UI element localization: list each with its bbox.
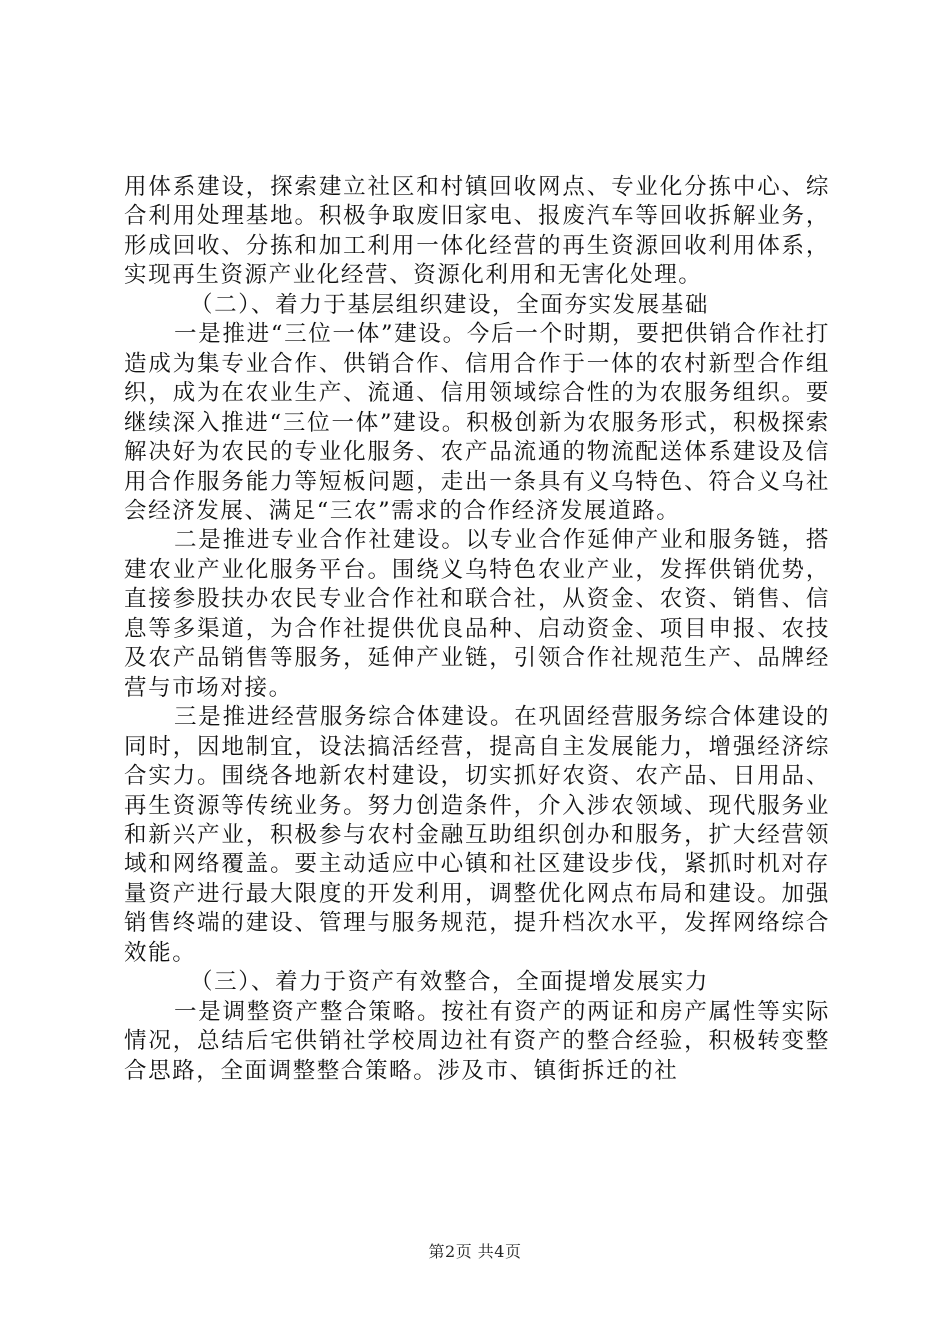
- paragraph-asset-strategy: 一是调整资产整合策略。按社有资产的两证和房产属性等实际情况，总结后宅供销社学校周边社有资产的整合经验，积极转变整合思路，全面调整整合策略。涉及市、镇街拆迁的社: [124, 998, 830, 1084]
- paragraph-service-complex: 三是推进经营服务综合体建设。在巩固经营服务综合体建设的同时，因地制宜，设法搞活经营，提高自主发展能力，增强经济综合实力。围绕各地新农村建设，切实抓好农资、农产品、日用品、再生资源等传统业务。努力创造条件，介入涉农领域、现代服务业和新兴产业，积极参与农村金融互助组织创办和服务，扩大经营领域和网络覆盖。要主动适应中心镇和社区建设步伐，紧抓时机对存量资产进行最大限度的开发利用，调整优化网点布局和建设。加强销售终端的建设、管理与服务规范，提升档次水平，发挥网络综合效能。: [124, 704, 830, 966]
- page-number-footer: 第2页 共4页: [428, 1242, 522, 1261]
- document-body: [124, 173, 830, 1086]
- section-heading-asset-integration: （三）、着力于资产有效整合，全面提增发展实力: [190, 969, 709, 996]
- paragraph-professional-cooperatives: 二是推进专业合作社建设。以专业合作延伸产业和服务链，搭建农业产业化服务平台。围绕义乌特色农业产业，发挥供销优势，直接参股扶办农民专业合作社和联合社，从资金、农资、销售、信息等多渠道，为合作社提供优良品种、启动资金、项目申报、农技及农产品销售等服务，延伸产业链，引领合作社规范生产、品牌经营与市场对接。: [124, 527, 830, 701]
- paragraph-three-in-one: 一是推进“三位一体”建设。今后一个时期，要把供销合作社打造成为集专业合作、供销合作、信用合作于一体的农村新型合作组织，成为在农业生产、流通、信用领域综合性的为农服务组织。要继续深入推进“三位一体”建设。积极创新为农服务形式，积极探索解决好为农民的专业化服务、农产品流通的物流配送体系建设及信用合作服务能力等短板问题，走出一条具有义乌特色、符合义乌社会经济发展、满足“三农”需求的合作经济发展道路。: [124, 321, 830, 524]
- section-heading-grassroots: （二）、着力于基层组织建设，全面夯实发展基础: [190, 291, 709, 318]
- paragraph-recycling-continuation: 用体系建设，探索建立社区和村镇回收网点、专业化分拣中心、综合利用处理基地。积极争取废旧家电、报废汽车等回收拆解业务，形成回收、分拣和加工利用一体化经营的再生资源回收利用体系，实现再生资源产业化经营、资源化利用和无害化处理。: [124, 174, 830, 289]
